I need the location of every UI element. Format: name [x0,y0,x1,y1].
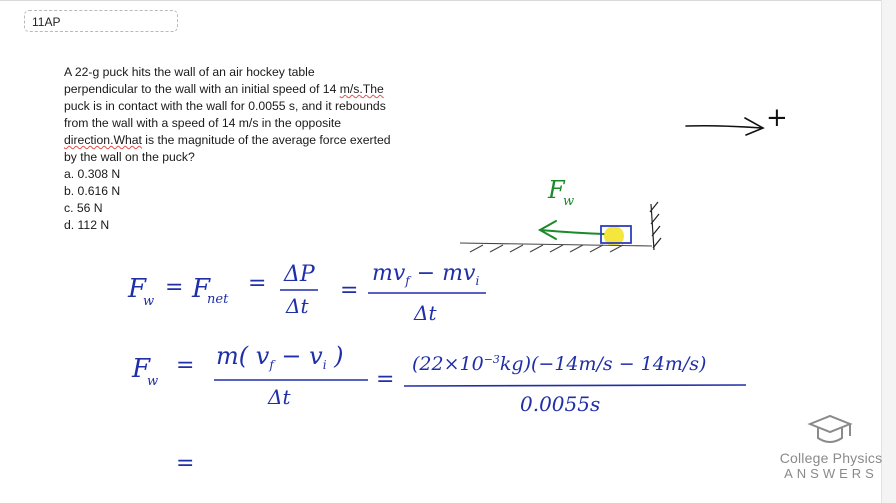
plus-sign: + [766,103,788,133]
eq1-delta-p: ΔP [284,262,315,287]
eq2-fraction-bar-2 [404,385,746,386]
eq1-numerator: $mv_f - mv_i$ [372,261,480,288]
equation-2 [131,342,746,416]
table-surface [460,243,652,252]
spelling-underline: m/s.The [339,82,384,96]
eq1-equals-3: = [340,278,359,303]
eq1-force-sub: w [143,294,155,309]
logo-title: College Physics [779,450,883,466]
eq2-force-sub: w [147,374,159,389]
problem-line: puck is in contact with the wall for 0.0055 s, and it rebounds [64,99,386,113]
eq1-delta-t: Δt [286,294,309,318]
problem-line: A 22-g puck hits the wall of an air hockey table [64,65,315,79]
positive-direction-arrow [686,118,763,135]
problem-line: by the wall on the puck? [64,150,195,164]
force-wall-subscript: w [563,194,575,209]
spelling-underline: direction.What [64,133,142,147]
eq2-denominator-values: 0.0055s [520,392,601,416]
eq2-force: F [132,354,151,384]
eq1-force: F [128,274,147,304]
eq2-equals-2: = [376,367,395,392]
answer-option-a: a. 0.308 N [64,167,121,181]
puck [601,226,631,246]
problem-line: direction.What is the magnitude of the average force exerted [64,133,391,147]
eq2-equals-1: = [176,353,195,378]
wall [650,202,661,250]
force-wall-label: F [548,176,565,204]
logo-subtitle: ANSWERS [784,466,878,481]
problem-line: from the wall with a speed of 14 m/s in the opposite [64,116,342,130]
eq1-fnet: F [192,274,211,304]
eq2-denominator: Δt [268,385,291,409]
college-physics-logo [778,410,884,481]
answer-option-b: b. 0.616 N [64,184,121,198]
eq1-equals-2: = [248,271,267,296]
eq3-equals: = [176,451,195,476]
answer-option-d: d. 112 N [64,218,110,232]
eq1-fnet-sub: net [207,292,229,307]
eq2-numerator-values: $(22\times 10^{-3}kg)(-14m/s - 14m/s)$ [412,353,707,375]
force-arrow [540,221,604,239]
eq1-equals-1: = [165,275,184,300]
eq1-denominator: Δt [414,301,437,325]
problem-line: perpendicular to the wall with an initial speed of 14 m/s.The [64,82,384,96]
eq2-numerator: m( $v_f - v_i$ ) [216,342,344,372]
answer-option-c: c. 56 N [64,201,103,215]
problem-id-tag: 11AP [24,10,178,32]
equation-1 [127,261,486,325]
